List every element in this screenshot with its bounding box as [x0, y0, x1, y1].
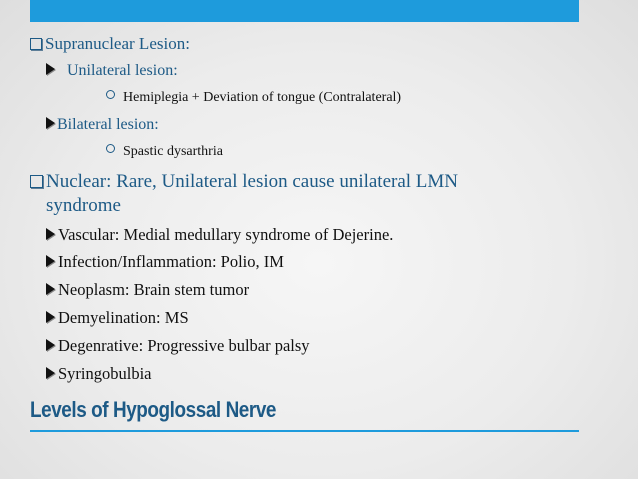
bullet-text: syndrome — [46, 195, 121, 216]
arrow-bullet-icon — [46, 311, 55, 323]
circle-bullet-icon — [106, 90, 115, 99]
arrow-bullet-icon — [46, 255, 55, 267]
bullet-level2 — [46, 62, 178, 80]
arrow-bullet-icon — [46, 117, 55, 129]
bullet-text: Hemiplegia + Deviation of tongue (Contralateral) — [123, 90, 402, 105]
bullet-text: Demyelination: MS — [58, 308, 189, 327]
bullet-level2 — [46, 116, 159, 134]
bullet-text: Neoplasm: Brain stem tumor — [58, 280, 250, 299]
bullet-text: Spastic dysarthria — [123, 144, 223, 159]
bullet-text: Unilateral lesion: — [67, 62, 178, 79]
bullet-level2 — [46, 308, 189, 328]
bullet-level2 — [46, 252, 284, 272]
arrow-bullet-icon — [46, 339, 55, 351]
bullet-level2 — [46, 364, 152, 384]
slide-title: Levels of Hypoglossal Nerve — [30, 397, 277, 422]
circle-bullet-icon — [106, 144, 115, 153]
bullet-level1 — [30, 34, 190, 54]
bullet-text: Nuclear: Rare, Unilateral lesion cause unilateral LMN — [46, 171, 459, 192]
bullet-text: Vascular: Medial medullary syndrome of Dejerine. — [58, 225, 394, 244]
arrow-bullet-icon — [46, 63, 55, 75]
arrow-bullet-icon — [46, 283, 55, 295]
bullet-text: Infection/Inflammation: Polio, IM — [58, 252, 284, 271]
checkbox-bullet-icon — [30, 38, 42, 50]
bullet-level1 — [30, 171, 458, 193]
arrow-bullet-icon — [46, 228, 55, 240]
bullet-text: Bilateral lesion: — [57, 116, 159, 133]
bullet-level3 — [106, 90, 401, 106]
arrow-bullet-icon — [46, 367, 55, 379]
title-underline — [30, 430, 579, 432]
bullet-text: Syringobulbia — [58, 364, 152, 383]
bullet-level2 — [46, 225, 393, 245]
checkbox-bullet-icon — [30, 175, 43, 188]
bullet-level2 — [46, 336, 310, 356]
bullet-text: Degenrative: Progressive bulbar palsy — [58, 336, 310, 355]
bullet-level2 — [46, 280, 249, 300]
bullet-continuation — [46, 195, 121, 217]
bullet-level3 — [106, 144, 223, 160]
bullet-text: Supranuclear Lesion: — [45, 34, 190, 53]
